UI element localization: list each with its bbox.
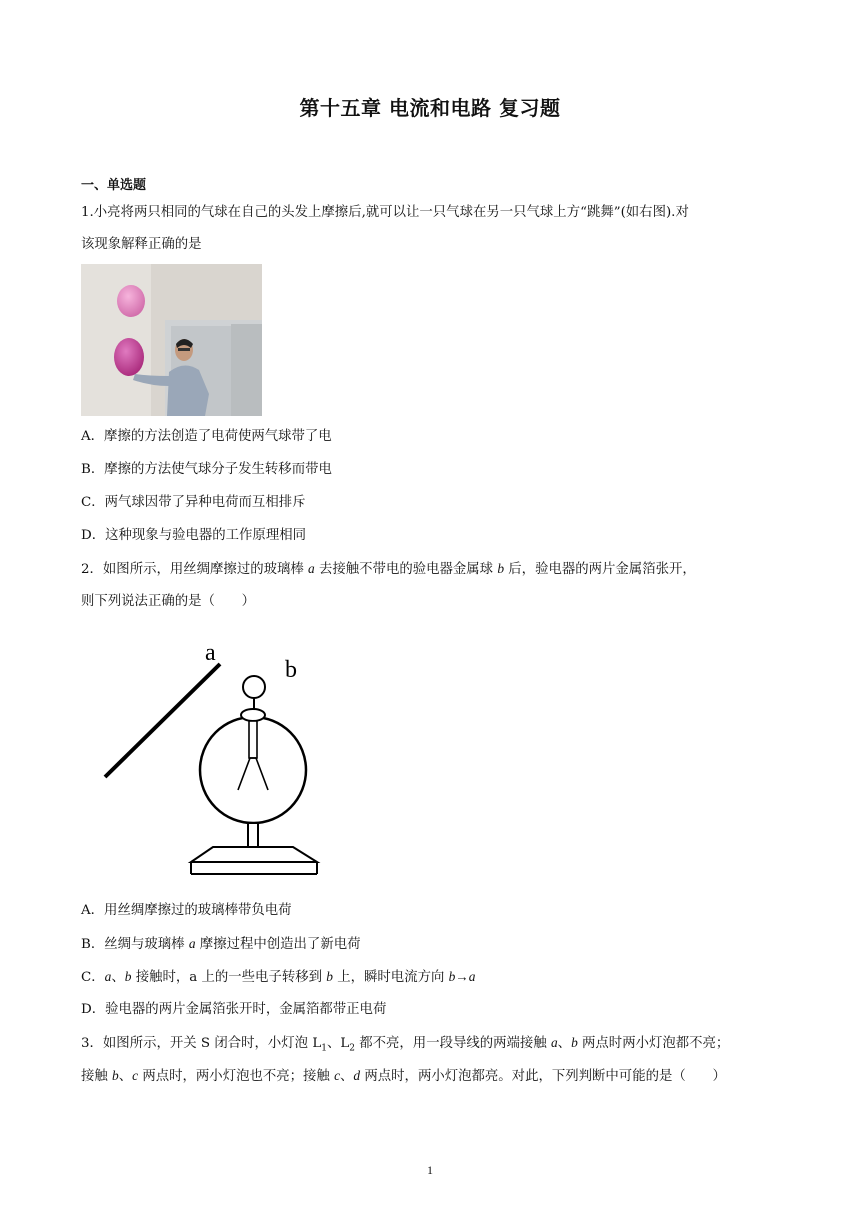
q1-option-c: C．两气球因带了异种电荷而互相排斥 — [81, 495, 306, 510]
q1-stem-line2: 该现象解释正确的是 — [81, 237, 202, 252]
q1-stem-line1: 1.小亮将两只相同的气球在自己的头发上摩擦后,就可以让一只气球在另一只气球上方“跳舞”(如右图).对 — [81, 205, 689, 220]
metal-ball-b — [243, 676, 265, 698]
electroscope-diagram — [95, 640, 335, 880]
q3-stem-line2: 接触 b、c 两点时，两小灯泡也不亮；接触 c、d 两点时，两小灯泡都亮。对此，下列判断中可能的是（ ） — [81, 1068, 726, 1084]
page-number: 1 — [427, 1163, 433, 1177]
q1-option-b: B．摩擦的方法使气球分子发生转移而带电 — [81, 462, 332, 477]
q2-option-c: C．a、b 接触时，a 上的一些电子转移到 b 上，瞬时电流方向 b→a — [81, 969, 476, 985]
balloon-photo — [81, 264, 262, 416]
page-title: 第十五章 电流和电路 复习题 — [299, 96, 561, 120]
q2-option-b: B．丝绸与玻璃棒 a 摩擦过程中创造出了新电荷 — [81, 936, 361, 952]
q3-stem-line1: 3．如图所示，开关 S 闭合时，小灯泡 $L_1$、$L_2$ 都不亮，用一段导线的两端接触 a、b 两点时两小灯泡都不亮； — [81, 1035, 730, 1054]
q2-option-a: A．用丝绸摩擦过的玻璃棒带负电荷 — [81, 903, 292, 918]
q1-option-d: D．这种现象与验电器的工作原理相同 — [81, 528, 306, 543]
label-b: b — [285, 657, 297, 683]
q2-stem-line2: 则下列说法正确的是（ ） — [81, 594, 256, 609]
q2-stem-line1: 2．如图所示，用丝绸摩擦过的玻璃棒 a 去接触不带电的验电器金属球 b 后，验电器的两片金属箔张开， — [81, 561, 696, 577]
q1-option-a: A．摩擦的方法创造了电荷使两气球带了电 — [81, 429, 332, 444]
q2-option-d: D．验电器的两片金属箔张开时，金属箔都带正电荷 — [81, 1002, 387, 1017]
section-heading: 一、单选题 — [81, 178, 147, 193]
electroscope-base — [191, 847, 317, 862]
label-a: a — [205, 640, 216, 666]
